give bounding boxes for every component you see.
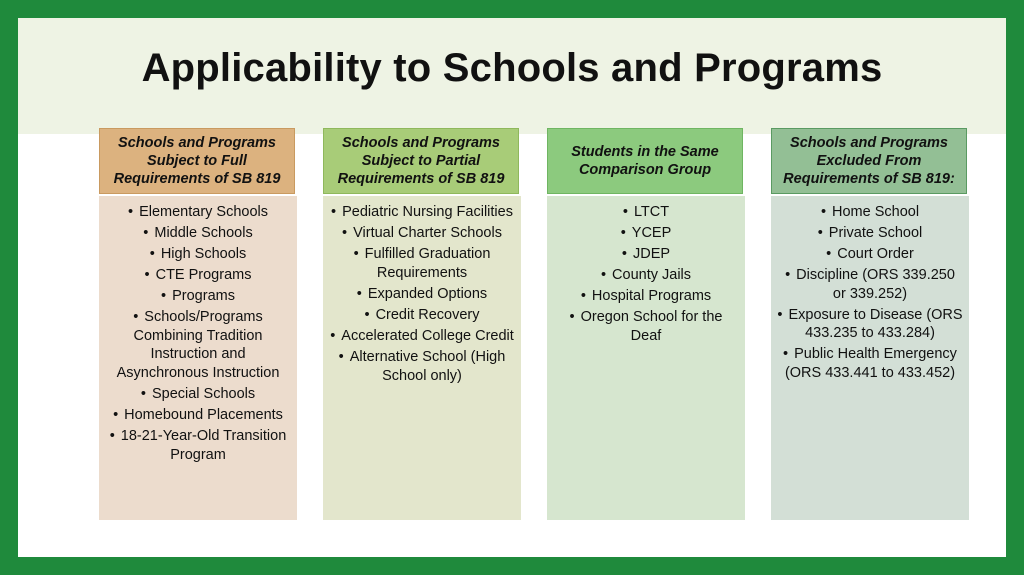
list-item: • Programs [105,287,291,306]
slide-title: Applicability to Schools and Programs [141,46,883,90]
list-item: • Accelerated College Credit [329,327,515,346]
bullet-list [777,203,963,382]
column-header: Schools and Programs Excluded From Requirements of SB 819: [771,128,967,194]
list-item: • Public Health Emergency (ORS 433.441 to 433.452) [777,345,963,382]
list-item: • Elementary Schools [105,203,291,222]
column-body [771,196,969,520]
list-item: • Home School [777,203,963,222]
column-full-requirements [99,128,297,520]
list-item: • Court Order [777,245,963,264]
list-item: • Alternative School (High School only) [329,348,515,385]
list-item: • YCEP [553,224,739,243]
column-partial-requirements [323,128,521,520]
list-item: • Exposure to Disease (ORS 433.235 to 433.284) [777,306,963,343]
list-item: • Middle Schools [105,224,291,243]
list-item: • Private School [777,224,963,243]
slide [18,18,1006,557]
list-item: • Pediatric Nursing Facilities [329,203,515,222]
list-item: • Discipline (ORS 339.250 or 339.252) [777,266,963,303]
column-comparison-group [547,128,745,520]
column-header: Students in the Same Comparison Group [547,128,743,194]
column-header: Schools and Programs Subject to Partial Requirements of SB 819 [323,128,519,194]
list-item: • High Schools [105,245,291,264]
column-body [547,196,745,520]
column-excluded [771,128,969,520]
list-item: • County Jails [553,266,739,285]
list-item: • Schools/Programs Combining Tradition Instruction and Asynchronous Instruction [105,308,291,382]
list-item: • Fulfilled Graduation Requirements [329,245,515,282]
list-item: • Oregon School for the Deaf [553,308,739,345]
list-item: • JDEP [553,245,739,264]
title-band [18,18,1006,134]
list-item: • Credit Recovery [329,306,515,325]
list-item: • CTE Programs [105,266,291,285]
list-item: • Hospital Programs [553,287,739,306]
column-body [99,196,297,520]
list-item: • Special Schools [105,385,291,404]
list-item: • Homebound Placements [105,406,291,425]
bullet-list [553,203,739,345]
column-body [323,196,521,520]
list-item: • Virtual Charter Schools [329,224,515,243]
list-item: • 18-21-Year-Old Transition Program [105,427,291,464]
bullet-list [105,203,291,464]
list-item: • LTCT [553,203,739,222]
column-header: Schools and Programs Subject to Full Requirements of SB 819 [99,128,295,194]
list-item: • Expanded Options [329,285,515,304]
bullet-list [329,203,515,385]
